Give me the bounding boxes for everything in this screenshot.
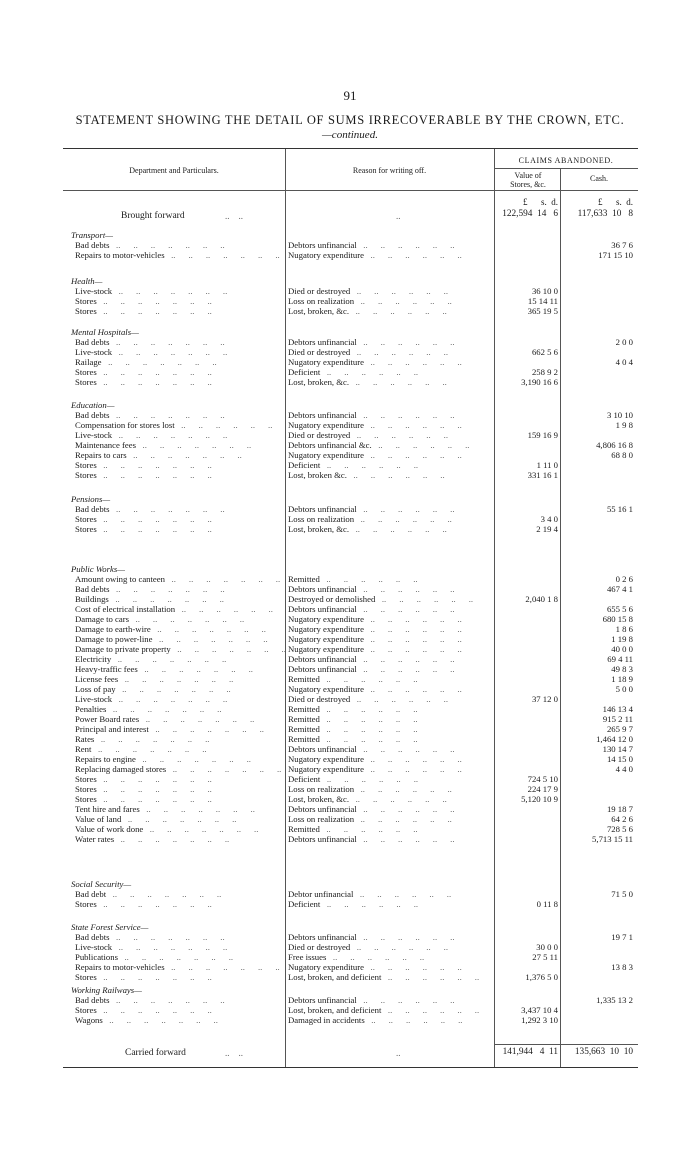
- table-row: [63, 584, 638, 594]
- table-row: [63, 306, 638, 316]
- particulars-cell: Amount owing to canteen ..: [75, 574, 285, 584]
- cash-cell: 49 8 3: [611, 664, 633, 674]
- cash-cell: 19 18 7: [606, 804, 633, 814]
- particulars-cell: Rates ..: [75, 734, 285, 744]
- particulars-cell: Principal and interest ..: [75, 724, 285, 734]
- reason-cell: Debtor unfinancial ..: [288, 889, 493, 899]
- particulars-cell: Live-stock ..: [75, 942, 285, 952]
- reason-cell: Remitted ..: [288, 724, 493, 734]
- table-row: [63, 644, 638, 654]
- particulars-cell: Stores ..: [75, 460, 285, 470]
- reason-cell: Deficient ..: [288, 774, 493, 784]
- particulars-cell: Stores ..: [75, 296, 285, 306]
- particulars-cell: Repairs to engine ..: [75, 754, 285, 764]
- reason-cell: Debtors unfinancial ..: [288, 804, 493, 814]
- particulars-cell: Compensation for stores lost ..: [75, 420, 285, 430]
- table-row: [63, 250, 638, 260]
- department-heading: State Forest Service—: [71, 922, 149, 932]
- table-row: [63, 430, 638, 440]
- table-row: [63, 774, 638, 784]
- reason-cell: Lost, broken, &c. ..: [288, 794, 493, 804]
- cash-cell: 40 0 0: [611, 644, 633, 654]
- particulars-cell: Buildings ..: [75, 594, 285, 604]
- table-row: [63, 470, 638, 480]
- table-row: [63, 514, 638, 524]
- cash-cell: 1,335 13 2: [596, 995, 633, 1005]
- table-row: [63, 654, 638, 664]
- table-row: [63, 704, 638, 714]
- particulars-cell: Bad debts ..: [75, 240, 285, 250]
- table-row: [63, 450, 638, 460]
- table-row: [63, 624, 638, 634]
- particulars-cell: Bad debt ..: [75, 889, 285, 899]
- particulars-cell: Stores ..: [75, 774, 285, 784]
- reason-cell: Nugatory expenditure ..: [288, 634, 493, 644]
- particulars-cell: Value of work done ..: [75, 824, 285, 834]
- particulars-cell: Railage ..: [75, 357, 285, 367]
- particulars-cell: Publications ..: [75, 952, 285, 962]
- particulars-cell: Stores ..: [75, 1005, 285, 1015]
- cash-cell: 36 7 6: [611, 240, 633, 250]
- department-heading: Health—: [71, 276, 103, 286]
- particulars-cell: Stores ..: [75, 899, 285, 909]
- reason-cell: Debtors unfinancial ..: [288, 932, 493, 942]
- cash-cell: 171 15 10: [598, 250, 633, 260]
- particulars-cell: Loss of pay ..: [75, 684, 285, 694]
- brought-forward-label: Brought forward: [121, 211, 185, 221]
- table-row: [63, 664, 638, 674]
- value-cell: 2 19 4: [536, 524, 558, 534]
- particulars-cell: Live-stock ..: [75, 430, 285, 440]
- carried-forward-value: 141,944 4 11: [502, 1047, 558, 1057]
- header-department: Department and Particulars.: [129, 166, 219, 175]
- reason-cell: Lost, broken, &c. ..: [288, 524, 493, 534]
- carried-forward-cash: 135,663 10 10: [574, 1047, 633, 1057]
- cash-cell: 69 4 11: [607, 654, 633, 664]
- reason-cell: Loss on realization ..: [288, 784, 493, 794]
- table-row: [63, 594, 638, 604]
- reason-cell: Nugatory expenditure ..: [288, 420, 493, 430]
- table-row: [63, 684, 638, 694]
- table-row: [63, 932, 638, 942]
- cash-cell: 0 2 6: [615, 574, 633, 584]
- table-row: [63, 420, 638, 430]
- particulars-cell: Damage to power-line ..: [75, 634, 285, 644]
- cash-cell: 5 0 0: [615, 684, 633, 694]
- particulars-cell: Cost of electrical installation ..: [75, 604, 285, 614]
- reason-cell: Died or destroyed ..: [288, 286, 493, 296]
- particulars-cell: Value of land ..: [75, 814, 285, 824]
- reason-cell: Nugatory expenditure ..: [288, 624, 493, 634]
- table-row: [63, 1005, 638, 1015]
- value-cell: 27 5 11: [532, 952, 558, 962]
- leader-dots: ..: [396, 1048, 401, 1058]
- particulars-cell: Bad debts ..: [75, 337, 285, 347]
- cash-cell: 68 8 0: [611, 450, 633, 460]
- reason-cell: Remitted ..: [288, 714, 493, 724]
- reason-cell: Debtors unfinancial ..: [288, 337, 493, 347]
- leader-dots: .. ..: [225, 1048, 243, 1058]
- table-row: [63, 784, 638, 794]
- department-heading: Working Railways—: [71, 985, 142, 995]
- reason-cell: Remitted ..: [288, 574, 493, 584]
- department-heading: Social Security—: [71, 879, 132, 889]
- cash-cell: 64 2 6: [611, 814, 633, 824]
- reason-cell: Remitted ..: [288, 734, 493, 744]
- table-row: [63, 724, 638, 734]
- table-row: [63, 764, 638, 774]
- cash-cell: 146 13 4: [602, 704, 633, 714]
- particulars-cell: Bad debts ..: [75, 410, 285, 420]
- value-cell: 1,292 3 10: [521, 1015, 558, 1025]
- value-cell: 30 0 0: [536, 942, 558, 952]
- table-row: [63, 972, 638, 982]
- page-number: 91: [343, 88, 357, 103]
- particulars-cell: Bad debts ..: [75, 584, 285, 594]
- cash-cell: 655 5 6: [606, 604, 633, 614]
- reason-cell: Deficient ..: [288, 367, 493, 377]
- value-cell: 3 4 0: [540, 514, 558, 524]
- value-cell: 331 16 1: [527, 470, 558, 480]
- particulars-cell: Water rates ..: [75, 834, 285, 844]
- table-row: [63, 814, 638, 824]
- table-row: [63, 889, 638, 899]
- reason-cell: Remitted ..: [288, 704, 493, 714]
- cash-cell: 13 8 3: [611, 962, 633, 972]
- reason-cell: Died or destroyed ..: [288, 942, 493, 952]
- claims-header-rule: [494, 168, 638, 169]
- department-heading: Education—: [71, 400, 115, 410]
- reason-cell: Damaged in accidents ..: [288, 1015, 493, 1025]
- table-row: [63, 734, 638, 744]
- reason-cell: Debtors unfinancial ..: [288, 654, 493, 664]
- table-row: [63, 347, 638, 357]
- table-row: [63, 744, 638, 754]
- particulars-cell: Repairs to motor-vehicles ..: [75, 962, 285, 972]
- particulars-cell: Live-stock ..: [75, 694, 285, 704]
- particulars-cell: Damage to private property ..: [75, 644, 285, 654]
- reason-cell: Nugatory expenditure ..: [288, 450, 493, 460]
- particulars-cell: Stores ..: [75, 794, 285, 804]
- table-row: [63, 804, 638, 814]
- table-row: [63, 604, 638, 614]
- header-claims-abandoned: CLAIMS ABANDONED.: [518, 156, 614, 165]
- reason-cell: Nugatory expenditure ..: [288, 357, 493, 367]
- value-cell: 159 16 9: [527, 430, 558, 440]
- table-row: [63, 377, 638, 387]
- reason-cell: Remitted ..: [288, 824, 493, 834]
- table-row: [63, 942, 638, 952]
- value-cell: 365 19 5: [527, 306, 558, 316]
- cash-cell: 4 4 0: [615, 764, 633, 774]
- table-row: [63, 367, 638, 377]
- statement-title: STATEMENT SHOWING THE DETAIL OF SUMS IRRECOVERABLE BY THE CROWN, ETC.: [75, 113, 625, 127]
- table-row: [63, 754, 638, 764]
- reason-cell: Destroyed or demolished ..: [288, 594, 493, 604]
- particulars-cell: Bad debts ..: [75, 932, 285, 942]
- value-cell: 724 5 10: [527, 774, 558, 784]
- reason-cell: Deficient ..: [288, 460, 493, 470]
- cash-cell: 4,806 16 8: [596, 440, 633, 450]
- reason-cell: Loss on realization ..: [288, 296, 493, 306]
- reason-cell: Debtors unfinancial ..: [288, 664, 493, 674]
- reason-cell: Nugatory expenditure ..: [288, 684, 493, 694]
- table-row: [63, 962, 638, 972]
- value-cell: 0 11 8: [536, 899, 558, 909]
- table-row: [63, 614, 638, 624]
- table-row: [63, 694, 638, 704]
- total-rule: [494, 1044, 638, 1045]
- particulars-cell: Stores ..: [75, 377, 285, 387]
- table-row: [63, 794, 638, 804]
- table-row: [63, 524, 638, 534]
- table-row: [63, 952, 638, 962]
- cash-cell: 728 5 6: [606, 824, 633, 834]
- value-cell: 1 11 0: [536, 460, 558, 470]
- reason-cell: Lost, broken, and deficient ..: [288, 1005, 493, 1015]
- value-cell: 662 5 6: [531, 347, 558, 357]
- cash-units: £ s. d.: [597, 197, 633, 207]
- particulars-cell: Bad debts ..: [75, 995, 285, 1005]
- cash-cell: 3 10 10: [606, 410, 633, 420]
- value-cell: 36 10 0: [531, 286, 558, 296]
- header-value-of-stores: Value of Stores, &c.: [510, 171, 546, 189]
- cash-cell: 2 0 0: [615, 337, 633, 347]
- particulars-cell: Tent hire and fares ..: [75, 804, 285, 814]
- reason-cell: Nugatory expenditure ..: [288, 754, 493, 764]
- particulars-cell: Rent ..: [75, 744, 285, 754]
- cash-cell: 19 7 1: [611, 932, 633, 942]
- reason-cell: Nugatory expenditure ..: [288, 764, 493, 774]
- table-row: [63, 714, 638, 724]
- statement-subtitle: —continued.: [322, 129, 378, 141]
- table-row: [63, 357, 638, 367]
- department-heading: Pensions—: [71, 494, 111, 504]
- reason-cell: Lost, broken &c. ..: [288, 470, 493, 480]
- reason-cell: Debtors unfinancial ..: [288, 834, 493, 844]
- cash-cell: 915 2 11: [602, 714, 633, 724]
- particulars-cell: Stores ..: [75, 514, 285, 524]
- cash-cell: 467 4 1: [606, 584, 633, 594]
- reason-cell: Died or destroyed ..: [288, 430, 493, 440]
- particulars-cell: Wagons ..: [75, 1015, 285, 1025]
- brought-forward-cash: 117,633 10 8: [577, 209, 633, 219]
- value-cell: 15 14 11: [527, 296, 558, 306]
- value-cell: 1,376 5 0: [525, 972, 558, 982]
- table-row: [63, 834, 638, 844]
- reason-cell: Lost, broken, and deficient ..: [288, 972, 493, 982]
- statement-table: [63, 148, 638, 1068]
- table-row: [63, 1015, 638, 1025]
- table-row: [63, 899, 638, 909]
- reason-cell: Died or destroyed ..: [288, 694, 493, 704]
- cash-cell: 130 14 7: [602, 744, 633, 754]
- reason-cell: Deficient ..: [288, 899, 493, 909]
- particulars-cell: Penalties ..: [75, 704, 285, 714]
- reason-cell: Nugatory expenditure ..: [288, 962, 493, 972]
- value-cell: 37 12 0: [531, 694, 558, 704]
- particulars-cell: Damage to earth-wire ..: [75, 624, 285, 634]
- leader-dots: .. ..: [225, 211, 243, 221]
- particulars-cell: Stores ..: [75, 784, 285, 794]
- particulars-cell: Stores ..: [75, 972, 285, 982]
- reason-cell: Lost, broken, &c. ..: [288, 377, 493, 387]
- department-heading: Transport—: [71, 230, 114, 240]
- particulars-cell: Stores ..: [75, 524, 285, 534]
- particulars-cell: Live-stock ..: [75, 347, 285, 357]
- reason-cell: Debtors unfinancial ..: [288, 584, 493, 594]
- reason-cell: Debtors unfinancial ..: [288, 410, 493, 420]
- value-cell: 224 17 9: [527, 784, 558, 794]
- table-row: [63, 574, 638, 584]
- reason-cell: Died or destroyed ..: [288, 347, 493, 357]
- particulars-cell: Replacing damaged stores ..: [75, 764, 285, 774]
- table-row: [63, 504, 638, 514]
- reason-cell: Nugatory expenditure ..: [288, 250, 493, 260]
- leader-dots: ..: [396, 211, 401, 221]
- cash-cell: 14 15 0: [606, 754, 633, 764]
- header-reason: Reason for writing off.: [352, 166, 427, 175]
- table-row: [63, 296, 638, 306]
- carried-forward-label: Carried forward: [125, 1048, 186, 1058]
- value-cell: 3,190 16 6: [521, 377, 558, 387]
- table-row: [63, 824, 638, 834]
- table-row: [63, 634, 638, 644]
- reason-cell: Debtors unfinancial &c. ..: [288, 440, 493, 450]
- brought-forward-value: 122,594 14 6: [502, 209, 558, 219]
- table-row: [63, 460, 638, 470]
- cash-cell: 1,464 12 0: [596, 734, 633, 744]
- reason-cell: Nugatory expenditure ..: [288, 644, 493, 654]
- cash-cell: 55 16 1: [606, 504, 633, 514]
- value-cell: 3,437 10 4: [521, 1005, 558, 1015]
- header-rule: [63, 190, 638, 191]
- table-row: [63, 440, 638, 450]
- cash-cell: 71 5 0: [611, 889, 633, 899]
- particulars-cell: Repairs to cars ..: [75, 450, 285, 460]
- particulars-cell: Live-stock ..: [75, 286, 285, 296]
- cash-cell: 1 8 6: [615, 624, 633, 634]
- cash-cell: 4 0 4: [615, 357, 633, 367]
- value-units: £ s. d.: [522, 197, 558, 207]
- table-row: [63, 286, 638, 296]
- value-cell: 258 9 2: [531, 367, 558, 377]
- reason-cell: Debtors unfinancial ..: [288, 995, 493, 1005]
- department-heading: Public Works—: [71, 564, 125, 574]
- reason-cell: Loss on realization ..: [288, 514, 493, 524]
- reason-cell: Debtors unfinancial ..: [288, 744, 493, 754]
- value-cell: 5,120 10 9: [521, 794, 558, 804]
- reason-cell: Remitted ..: [288, 674, 493, 684]
- table-row: [63, 674, 638, 684]
- particulars-cell: Heavy-traffic fees ..: [75, 664, 285, 674]
- particulars-cell: Stores ..: [75, 306, 285, 316]
- cash-cell: 265 9 7: [606, 724, 633, 734]
- reason-cell: Debtors unfinancial ..: [288, 504, 493, 514]
- particulars-cell: Power Board rates ..: [75, 714, 285, 724]
- reason-cell: Loss on realization ..: [288, 814, 493, 824]
- reason-cell: Nugatory expenditure ..: [288, 614, 493, 624]
- particulars-cell: Electricity ..: [75, 654, 285, 664]
- cash-cell: 5,713 15 11: [592, 834, 633, 844]
- reason-cell: Debtors unfinancial ..: [288, 240, 493, 250]
- cash-cell: 1 18 9: [611, 674, 633, 684]
- particulars-cell: Damage to cars ..: [75, 614, 285, 624]
- table-row: [63, 995, 638, 1005]
- particulars-cell: Repairs to motor-vehicles ..: [75, 250, 285, 260]
- reason-cell: Lost, broken, &c. ..: [288, 306, 493, 316]
- value-cell: 2,040 1 8: [525, 594, 558, 604]
- department-heading: Mental Hospitals—: [71, 327, 139, 337]
- particulars-cell: Stores ..: [75, 367, 285, 377]
- cash-cell: 680 15 8: [602, 614, 633, 624]
- table-row: [63, 410, 638, 420]
- particulars-cell: Bad debts ..: [75, 504, 285, 514]
- cash-cell: 1 19 8: [611, 634, 633, 644]
- cash-cell: 1 9 8: [615, 420, 633, 430]
- reason-cell: Free issues ..: [288, 952, 493, 962]
- particulars-cell: License fees ..: [75, 674, 285, 684]
- reason-cell: Debtors unfinancial ..: [288, 604, 493, 614]
- particulars-cell: Maintenance fees ..: [75, 440, 285, 450]
- header-cash: Cash.: [590, 174, 608, 183]
- table-row: [63, 240, 638, 250]
- table-row: [63, 337, 638, 347]
- particulars-cell: Stores ..: [75, 470, 285, 480]
